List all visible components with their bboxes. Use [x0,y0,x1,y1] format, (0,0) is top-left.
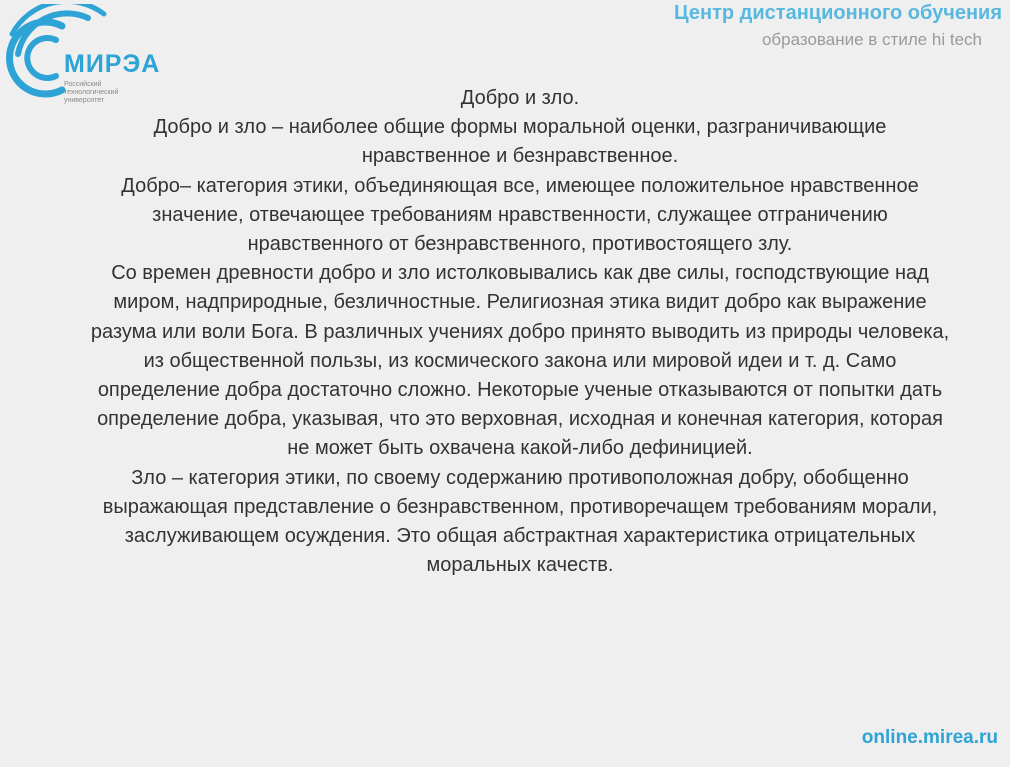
content-paragraph: Добро– категория этики, объединяющая все, имеющее положительное нравственное значение, отвечающее требованиям нравственности, служащее отграничению нравственного от безнравственного, противостоящего злу. [121,174,919,256]
slide-content [90,84,950,580]
content-heading: Добро и зло. [460,87,580,109]
header-title: Центр дистанционного обучения [674,2,1002,24]
header-subtitle: образование в стиле hi tech [761,30,982,49]
right-border-strip [1010,0,1024,767]
content-paragraph: Со времен древности добро и зло истолковывались как две силы, господствующие над миром, надприродные, безличностные. Религиозная этика видит добро как выражение разума или воли Бога. В различных учениях добро принято выводить из природы человека, из общественной пользы, из космического закона или мировой идеи и т. д. Само определение добра достаточно сложно. Некоторые ученые отказываются от попытки дать определение добра, указывая, что это верховная, исходная и конечная категория, которая не может быть охвачена какой-либо дефиницией. [90,262,950,460]
content-paragraph: Добро и зло – наиболее общие формы моральной оценки, разграничивающие нравственное и безнравственное. [153,116,887,168]
logo-subtitle: Российский технологический университет [64,81,119,104]
content-paragraph: Зло – категория этики, по своему содержанию противоположная добру, обобщенно выражающая представление о безнравственном, противоречащем требованиям морали, заслуживающем осуждения. Это общая абстрактная характеристика отрицательных моральных качеств. [102,466,938,577]
footer-website-link[interactable]: online.mirea.ru [861,727,998,748]
logo-name: МИРЭА [64,50,161,78]
